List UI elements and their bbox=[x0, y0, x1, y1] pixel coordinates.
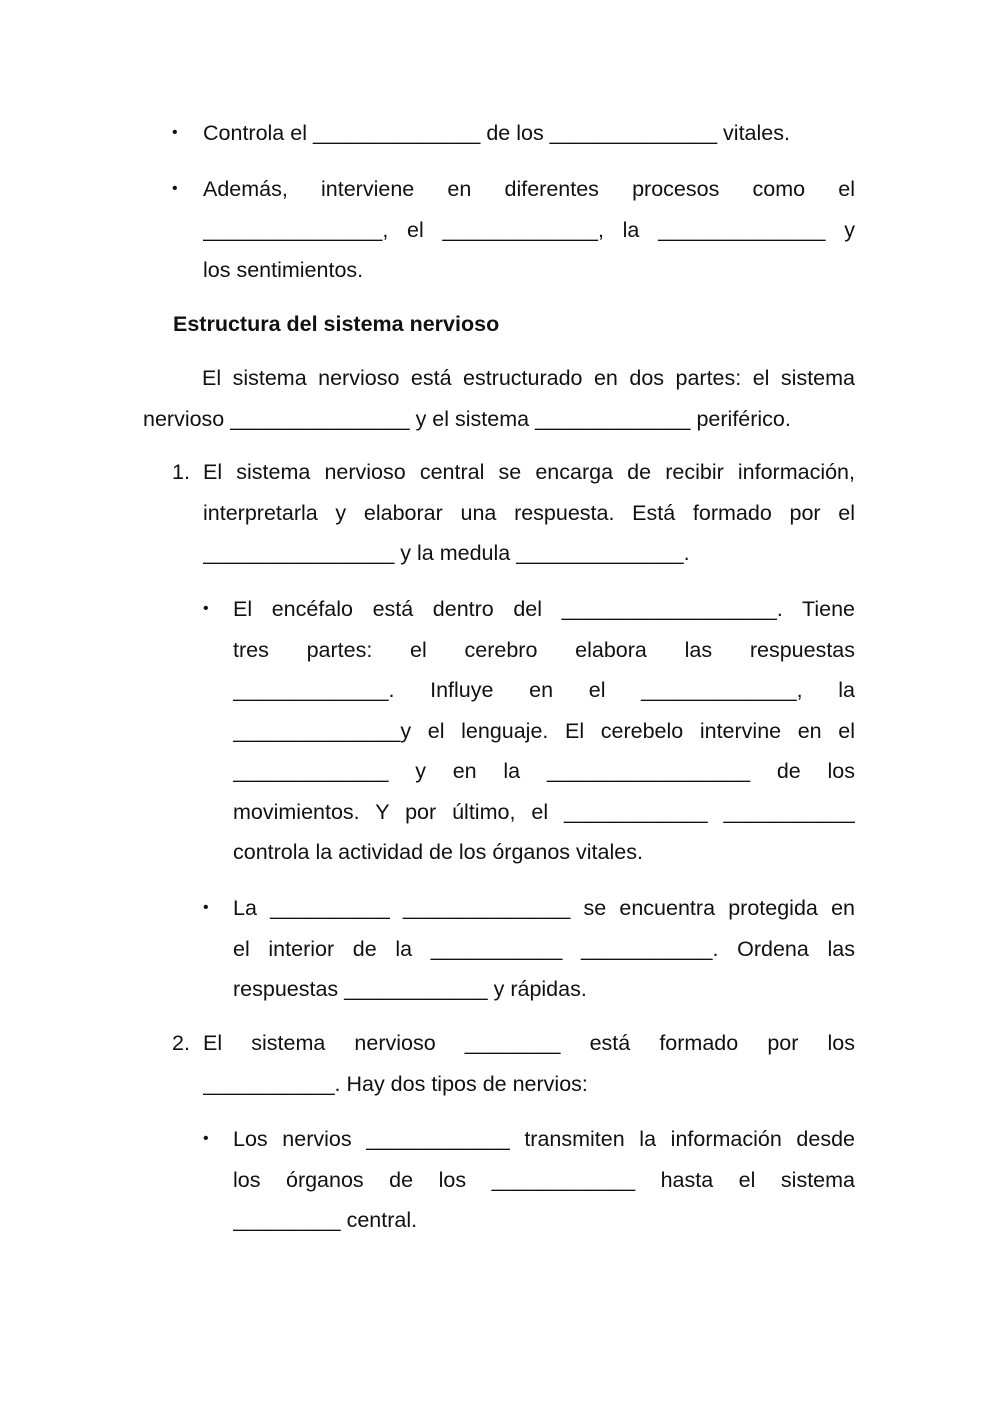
text-line: nervioso _______________ y el sistema _____________ periférico. bbox=[143, 406, 791, 431]
text-line: los sentimientos. bbox=[203, 258, 364, 282]
text-line: El sistema nervioso central se encarga de recibir información, bbox=[203, 460, 855, 484]
bullet-icon: • bbox=[203, 899, 209, 916]
bullet-icon: • bbox=[203, 600, 209, 617]
sub-bullet-paragraph bbox=[233, 1119, 855, 1241]
text-line: ________________ y la medula ______________. bbox=[203, 541, 690, 565]
bullet-icon: • bbox=[172, 124, 178, 141]
text-line: ______________y el lenguaje. El cerebelo intervine en el bbox=[233, 718, 855, 743]
text-line: respuestas ____________ y rápidas. bbox=[233, 977, 587, 1001]
text-line: movimientos. Y por último, el ____________ ___________ bbox=[233, 799, 855, 824]
text-line: tres partes: el cerebro elabora las respuestas bbox=[233, 637, 855, 662]
text-line: El encéfalo está dentro del __________________. Tiene bbox=[233, 597, 855, 621]
text-line: Además, interviene en diferentes procesos como el bbox=[203, 177, 855, 201]
bullet-icon: • bbox=[203, 1130, 209, 1147]
sub-bullet-paragraph bbox=[233, 888, 855, 1010]
section-heading: Estructura del sistema nervioso bbox=[173, 312, 500, 336]
text-line: _____________. Influye en el _____________, la bbox=[233, 678, 855, 702]
bullet-paragraph bbox=[203, 113, 855, 154]
text-line: ___________. Hay dos tipos de nervios: bbox=[203, 1071, 588, 1096]
bullet-paragraph bbox=[203, 169, 855, 291]
list-item bbox=[203, 452, 855, 574]
text-line: _______________, el _____________, la ______________ y bbox=[203, 217, 855, 242]
bullet-icon: • bbox=[172, 180, 178, 197]
text-line: Los nervios ____________ transmiten la información desde bbox=[233, 1127, 855, 1151]
text-line: controla la actividad de los órganos vitales. bbox=[233, 840, 643, 864]
text-line: el interior de la ___________ ___________. Ordena las bbox=[233, 936, 855, 961]
text-line: La __________ ______________ se encuentra protegida en bbox=[233, 896, 855, 920]
text-line: El sistema nervioso ________ está formado por los bbox=[203, 1031, 855, 1055]
text-line: los órganos de los ____________ hasta el sistema bbox=[233, 1167, 855, 1192]
list-number: 2. bbox=[172, 1031, 190, 1055]
sub-bullet-paragraph bbox=[233, 589, 855, 873]
text-line: El sistema nervioso está estructurado en dos partes: el sistema bbox=[202, 366, 855, 390]
text-line: _________ central. bbox=[233, 1208, 418, 1232]
intro-paragraph bbox=[143, 358, 855, 439]
text-line: _____________ y en la _________________ de los bbox=[233, 759, 855, 783]
text-line: Controla el ______________ de los ______________ vitales. bbox=[203, 121, 790, 145]
list-number: 1. bbox=[172, 460, 190, 484]
list-item bbox=[203, 1023, 855, 1104]
text-line: interpretarla y elaborar una respuesta. Está formado por el bbox=[203, 500, 855, 525]
